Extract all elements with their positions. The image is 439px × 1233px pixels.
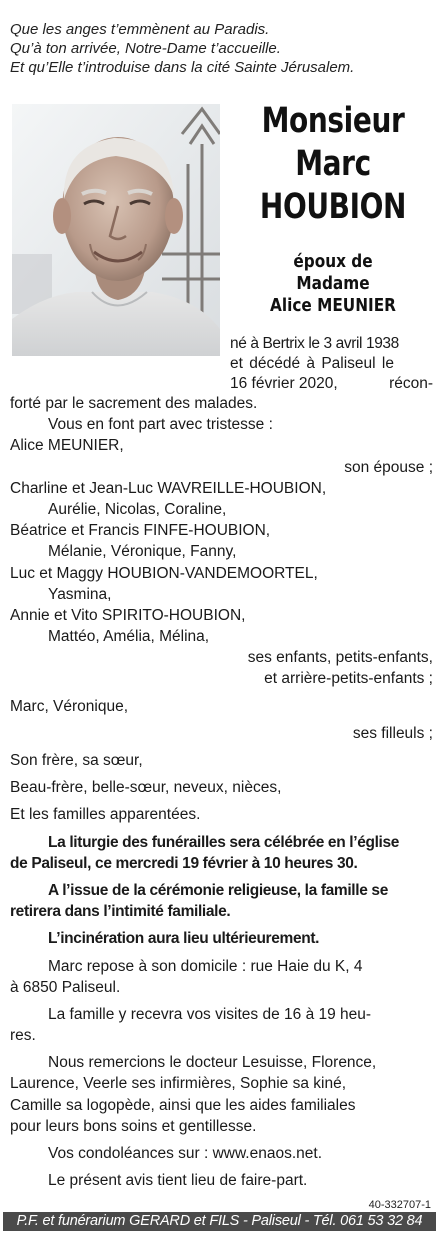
godchildren: Marc, Véronique, xyxy=(10,697,129,715)
family-line: Yasmina, xyxy=(48,585,112,603)
thanks-line: Laurence, Veerle ses infirmières, Sophie sa kiné, xyxy=(10,1075,347,1093)
godchildren-role: ses filleuls ; xyxy=(352,724,433,742)
spouse-line: Madame xyxy=(296,273,370,294)
poem-line: Que les anges t’emmènent au Paradis. xyxy=(10,21,270,38)
name-title: Monsieur xyxy=(261,101,405,141)
families: Et les familles apparentées. xyxy=(10,806,201,824)
death-line xyxy=(230,354,433,374)
hyphenated-word: récon- xyxy=(389,375,433,392)
thanks-line: pour leurs bons soins et gentillesse. xyxy=(10,1117,257,1135)
children-role: ses enfants, petits-enfants, xyxy=(247,649,433,667)
thanks-line: Camille sa logopède, ainsi que les aides familiales xyxy=(10,1096,356,1114)
liturgy-line: de Paliseul, ce mercredi 19 février à 10 heures 30. xyxy=(10,854,358,872)
family-line: Charline et Jean-Luc WAVREILLE-HOUBION, xyxy=(10,479,327,497)
spouse-block xyxy=(232,251,434,317)
after-ceremony-line: retirera dans l’intimité familiale. xyxy=(10,903,231,921)
family-line: Luc et Maggy HOUBION-VANDEMOORTEL, xyxy=(10,564,318,582)
spouse-line: Alice MEUNIER xyxy=(270,295,396,316)
family-line: Annie et Vito SPIRITO-HOUBION, xyxy=(10,606,246,624)
liturgy-line: La liturgie des funérailles sera célébrée en l’église xyxy=(48,833,400,851)
visits-line: La famille y recevra vos visites de 16 à 19 heu- xyxy=(48,1005,372,1023)
family-line: Mattéo, Amélia, Mélina, xyxy=(48,628,210,646)
poem-line: Qu’à ton arrivée, Notre-Dame t’accueille. xyxy=(10,40,281,57)
birth-death-info xyxy=(230,334,433,394)
cremation-line: L’incinération aura lieu ultérieurement. xyxy=(48,930,320,948)
birth-line: né à Bertrix le 3 avril 1938 xyxy=(230,335,399,352)
rest-line: à 6850 Paliseul. xyxy=(10,978,121,996)
spouse-name: Alice MEUNIER, xyxy=(10,437,124,455)
death-date: 16 février 2020, xyxy=(230,375,338,392)
reference-number: 40-332707-1 xyxy=(368,1199,431,1211)
portrait-photo xyxy=(12,104,220,356)
family-line: Mélanie, Véronique, Fanny, xyxy=(48,543,237,561)
date-line xyxy=(230,374,433,394)
name-last: HOUBION xyxy=(259,187,407,227)
notice-line: Le présent avis tient lieu de faire-part. xyxy=(48,1172,308,1190)
notice-body xyxy=(10,393,433,1191)
condolences-line: Vos condoléances sur : www.enaos.net. xyxy=(48,1145,322,1162)
funeral-home-footer: P.F. et funérarium GERARD et FILS - Paliseul - Tél. 061 53 32 84 xyxy=(3,1212,436,1231)
thanks-line: Nous remercions le docteur Lesuisse, Florence, xyxy=(48,1054,377,1072)
intro-line: Vous en font part avec tristesse : xyxy=(48,416,273,434)
after-ceremony-line: A l’issue de la cérémonie religieuse, la famille se xyxy=(48,881,388,899)
in-laws: Beau-frère, belle-sœur, neveux, nièces, xyxy=(10,779,282,797)
family-line: Béatrice et Francis FINFE-HOUBION, xyxy=(10,522,271,540)
deceased-name xyxy=(232,100,434,229)
rest-line: Marc repose à son domicile : rue Haie du K, 4 xyxy=(48,957,363,975)
spouse-line: époux de xyxy=(293,251,373,272)
name-first: Marc xyxy=(295,144,371,184)
family-line: Aurélie, Nicolas, Coraline, xyxy=(48,500,227,518)
children-role: et arrière-petits-enfants ; xyxy=(264,670,433,688)
death-text: et décédé à Paliseul le xyxy=(230,355,394,372)
poem xyxy=(10,20,435,77)
sacrament-line: forté par le sacrement des malades. xyxy=(10,395,258,412)
siblings: Son frère, sa sœur, xyxy=(10,752,143,769)
spouse-role: son épouse ; xyxy=(344,458,433,476)
visits-line: res. xyxy=(10,1027,36,1045)
poem-line: Et qu’Elle t’introduise dans la cité Sainte Jérusalem. xyxy=(10,59,355,76)
